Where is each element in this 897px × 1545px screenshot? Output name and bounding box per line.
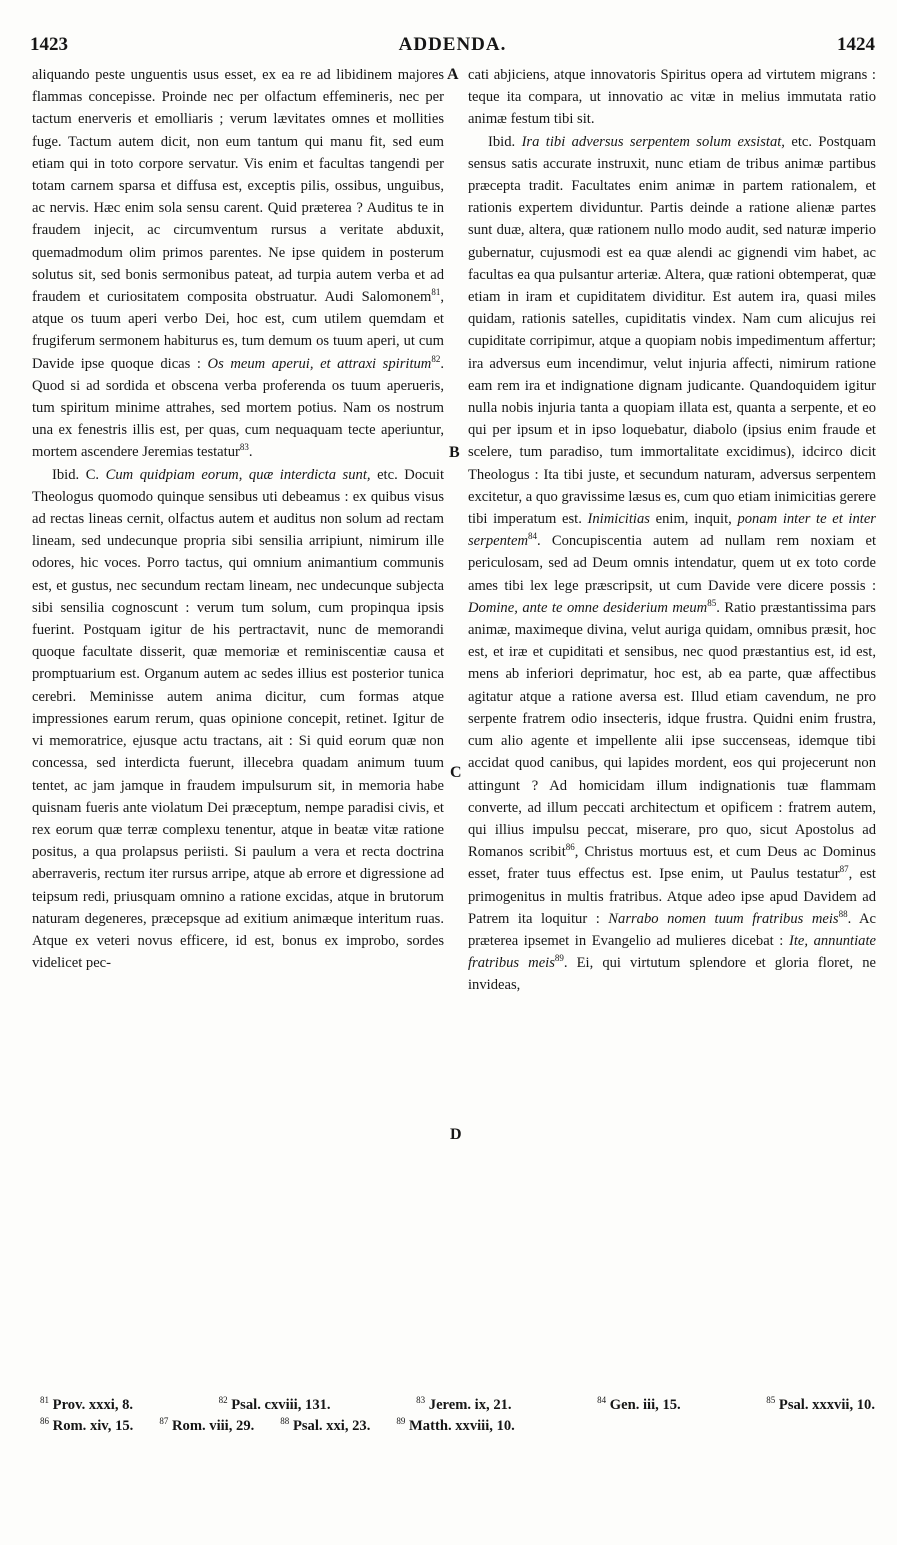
footnote-ref: 81 [431,287,441,298]
left-column [32,64,444,1382]
footnote-ref: 89 [554,953,564,964]
footnotes-row-2 [40,1416,875,1437]
footnote: $^{82}$ Psal. cxviii, 131. [218,1395,331,1413]
quotation: Inimicitias [587,511,650,528]
footnote: $^{87}$ Rom. viii, 29. [159,1416,255,1434]
right-column [468,64,876,1382]
footnotes [40,1395,875,1437]
page-number-right: 1424 [837,34,875,55]
quotation: Narrabo nomen tuum fratribus meis [608,910,839,927]
section-marker-a: A [447,66,459,83]
footnote: $^{89}$ Matth. xxviii, 10. [396,1416,515,1434]
footnote-ref: 86 [565,842,575,853]
page-header [30,30,875,60]
quotation: Os meum aperui, et attraxi spiritum [207,355,432,372]
section-marker-d: D [450,1126,462,1143]
footnote-ref: 88 [838,908,848,919]
footnote: $^{88}$ Psal. xxi, 23. [280,1416,371,1434]
quotation: Cum quidpiam eorum, quæ interdicta sunt, [105,466,371,483]
footnote: $^{84}$ Gen. iii, 15. [597,1395,681,1413]
footnote: $^{81}$ Prov. xxxi, 8. [40,1395,134,1413]
right-paragraph-2: Ibid. Ira tibi adversus serpentem solum exsistat, etc. Postquam sensus satis accurate instruxit, nunc etiam de tribus animæ partibus præcepta tradit. Facultates enim animæ in partem rationalem, et rationis expertem dividuntur. Partis deinde a ratione alienæ partes sunt duæ, altera, quæ rationem nullo modo audit, sed naturæ imperio gubernatur, cujusmodi est ea quæ alendi ac gignendi vim habet, ac facultas ea qua pulsantur arteriæ. Altera, quæ rationi obtemperat, quæ etiam in iram et cupiditatem dividitur. Est autem ira, quasi miles quidam, rationis satelles, cupiditatis vindex. Nam cum alicujus rei cupiditate corripimur, atque a quopiam nobis impedimentum affertur; ira adversus eum incendimur, velut injuria affecti, nimirum ratione eam rem ira et indignatione dignam judicante. Quandoquidem igitur nulla nobis injuria tanta a quopiam illata est, quanta a serpente, et eo qui per ipsum et in ipso loquebatur, diabolo (ipsius enim fraude et scelere, tum paradiso, tum immortalitate excidimus), idcirco dicit Theologus : Ita tibi juste, et secundum naturam, adversus serpentem excitetur, a quo gravissime læsus es, cum quo etiam inimicitias gerere tibi imperatum est. Inimicitias enim, inquit, ponam inter te et inter serpentem$^{84}$. Concupiscentia autem ad nullam rem noxiam et periculosam, sed ad Deum omnis intendatur, quem ut ex toto corde ames tibi lex lege præscripsit, ut cum Davide vere dicere possis : Domine, ante te omne desiderium meum$^{85}$. Ratio præstantissima pars animæ, maximeque divina, velut auriga quidam, omnibus præsit, hoc est, et iræ et cupiditati et sensibus, nec quod præstantius est, id est, mens ab inferiori deprimatur, hoc est, ab ea parte, quæ affectibus agitatur atque a ratione aversa est. Illud etiam cavendum, ne pro serpente fratrem odio insecteris, idque frustra. Quidni enim frustra, cum alio agente et impellente alii ipse succenseas, idemque tibi accidat quod canibus, qui lapides mordent, eos qui projecerunt non attingunt ? Ad homicidam illum indignationis tuæ flammam converte, ad illum peccati architectum et opificem : fratrem autem, qui illius impulsu peccat, miserare, pro quo, sicut Apostolus ad Romanos scribit$^{86}$, Christus mortuus est, et cum Deus ac Dominus esset, frater tuus effectus est. Ipse enim, ut Paulus testatur$^{87}$, est primogenitus in multis fratribus. Atque adeo ipse apud Davidem ad Patrem ita loquitur : Narrabo nomen tuum fratribus meis$^{88}$. Ac præterea ipsemet in Evangelio ad mulieres dicebat : Ite, annuntiate fratribus meis$^{89}$. Ei, qui virtutum splendore et gloria floret, ne invideas, [468,133,876,994]
footnote: $^{86}$ Rom. xiv, 15. [40,1416,134,1434]
footnotes-row-1 [40,1395,875,1416]
section-marker-c: C [450,764,462,781]
page-number-left: 1423 [30,34,68,55]
quotation: ponam inter te et inter serpentem [468,511,876,550]
section-marker-b: B [449,444,460,461]
footnote: $^{83}$ Jerem. ix, 21. [416,1395,512,1413]
footnote-ref: 83 [239,442,249,453]
footnote: $^{85}$ Psal. xxxvii, 10. [766,1395,875,1413]
left-paragraph-1: aliquando peste unguentis usus esset, ex ea re ad libidinem majores flammas concepisse. Proinde nec per olfactum effemineris, nec per tactum enerveris et emolliaris ; verum lævitates omnes et mollities fuge. Tactum autem dicit, non eum tantum qui manu fit, sed eum etiam qui in toto corpore servatur. Vis enim et facultas tangendi per totam carnem sparsa et diffusa est, exceptis pilis, ossibus, unguibus, ac nervis. Hæc enim sola sensu carent. Quid præterea ? Auditus te in fraudem injecit, ac circumventum rursus a veritate abduxit, quemadmodum olim primos parentes. Ne ipse quidem in posterum solutus sit, sed bonis sermonibus pateat, ad turpia autem verba et ad fraudem et curiositatem composita obstruatur. Audi Salomonem$^{81}$, atque os tuum aperi verbo Dei, hoc est, cum utilem quemdam et frugiferum sermonem habiturus es, tum demum os tuum aperi, ut cum Davide ipse quoque dicas : Os meum aperui, et attraxi spiritum$^{82}$. Quod si ad sordida et obscena verba proferenda os tuum aperueris, tum spiritum minime attrahes, sed mortem potius. Nam os nostrum una ex fenestris illis est, per quas, cum nequaquam tecte aperiuntur, mortem ascendere Jeremias testatur$^{83}$. [32,67,444,461]
left-paragraph-2: Ibid. C. Cum quidpiam eorum, quæ interdicta sunt, etc. Docuit Theologus quomodo quinque sensibus uti debeamus : ex quibus visus ad rectas lineas cernit, olfactus autem et auditus non solum ad rectam lineam, sed undecunque propria sibi sensilia arripiunt, nimirum ille odores, hic voces. Porro tactus, qui omnium animantium communis est, et gustus, nec secundum rectam lineam, nec undecunque subjecta sibi sensilia cognoscunt : verum tum solum, cum propinqua ipsis fuerint. Postquam igitur de his pertractavit, nunc de memorandi quoque facultate disserit, quæ memoriæ et reminiscentiæ causa et promptuarium est. Organum autem ac sedes illius est posterior tunica cerebri. Meminisse autem anima dicitur, cum formas atque impressiones earum rerum, quas opinione concepit, retinet. Igitur de vi memoratrice, ejusque actu tractans, ait : Si quid eorum quæ non concessa, sed interdicta fuerunt, illecebra quadam animum tuum tentet, ac jam jamque in fraudem impulsurum sit, in memoria habe quisnam fueris ante violatum Dei præceptum, nempe paradisi civis, et rex eorum quæ terræ complexu tenentur, atque in beatæ vitæ ratione positus, a qua prolapsus periisti. Si paulum a vera et recta doctrina aberraveris, rectum iter rursus arripe, atque ab errore et digressione ad teipsum redi, priusquam omnino a ratione excidas, atque in brutorum naturam degeneres, præcepsque ad exitium animæque interitum ruas. Atque ex veteri novus efficere, id est, bonus ex improbo, sordes videlicet pec- [32,466,445,972]
footnote-ref: 84 [527,531,537,542]
right-paragraph-1: cati abjiciens, atque innovatoris Spiritus opera ad virtutem migrans : teque ita compara, ut innovatio ac vitæ in melius immutata ratio animæ festum tibi sit. [468,67,876,128]
footnote-ref: 87 [839,864,849,875]
quotation: Ite, annuntiate fratribus meis [468,932,876,972]
quotation: Ira tibi adversus serpentem solum exsistat, [521,133,785,150]
footnote-ref: 82 [431,353,441,364]
page-title: ADDENDA. [398,34,507,55]
footnote-ref: 85 [707,598,717,609]
quotation: Domine, ante te omne desiderium meum [468,599,708,616]
